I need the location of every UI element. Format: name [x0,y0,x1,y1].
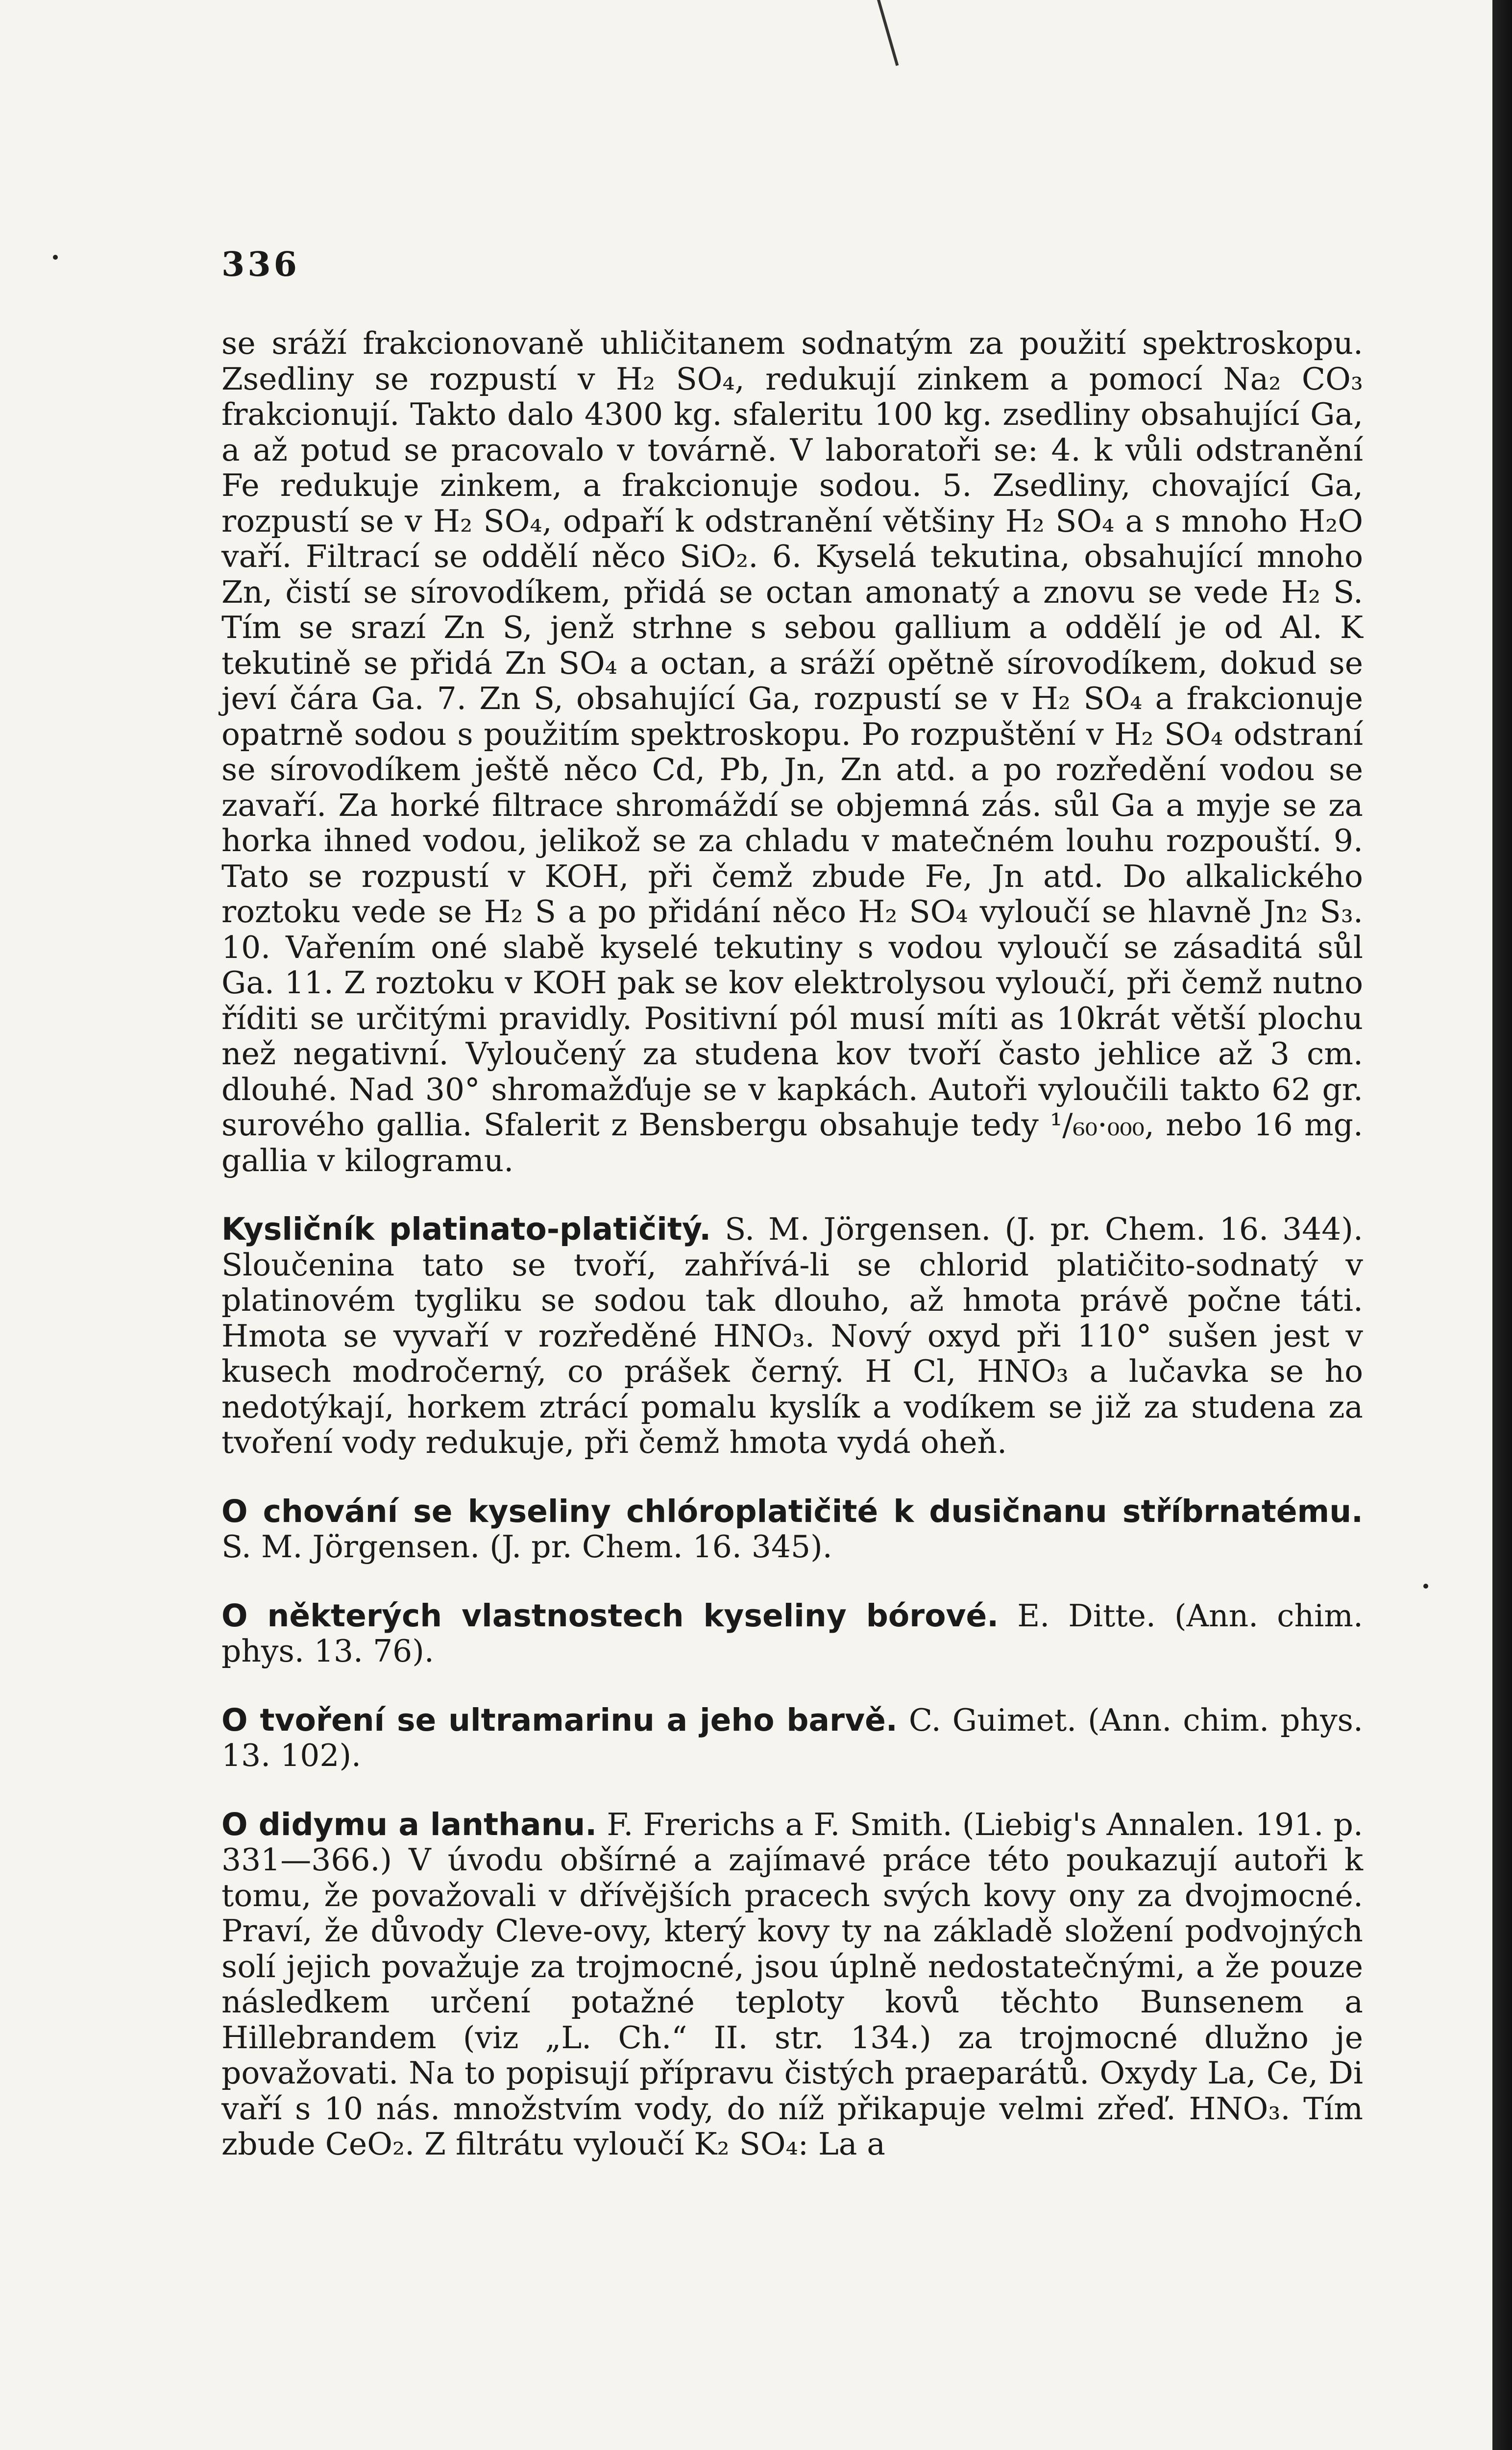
entry-heading: O tvoření se ultramarinu a jeho barvě. [221,1702,898,1738]
entry-text: S. M. Jörgensen. (J. pr. Chem. 16. 345). [221,1529,832,1565]
scan-edge [1492,0,1512,2450]
entry-text: F. Frerichs a F. Smith. (Liebig's Annalen. 191. p. 331—366.) V úvodu obšírné a zajímavé práce této poukazují autoři k tomu, že považovali v dřívějších pracech svých kovy ony za dvojmocné. Praví, že důvody Cleve-ovy, který kovy ty na základě složení podvojných solí jejich považuje za trojmocné, jsou úplně nedostatečnými, a že pouze následkem určení potažné teploty kovů těchto Bunsenem a Hillebrandem (viz „L. Ch.“ II. str. 134.) za trojmocné dlužno je považovati. Na to popisují přípravu čistých praeparátů. Oxydy La, Ce, Di vaří s 10 nás. množstvím vody, do níž přikapuje velmi zřeď. HNO₃. Tím zbude CeO₂. Z filtrátu vyloučí K₂ SO₄: La a [221,1806,1363,2162]
scan-speck [1423,1584,1428,1589]
entry-chloroplatinic-acid [221,1494,1363,1565]
entry-heading: O didymu a lanthanu. [221,1806,597,1842]
entry-text: C. Guimet. (Ann. chim. phys. 13. 102). [221,1702,1363,1773]
entry-text: S. M. Jörgensen. (J. pr. Chem. 16. 344). Sloučenina tato se tvoří, zahřívá-li se chlorid platičito-sodnatý v platinovém tygliku se sodou tak dlouho, až hmota právě počne táti. Hmota se vyvaří v rozředěné HNO₃. Nový oxyd při 110° sušen jest v kusech modročerný, co prášek černý. H Cl, HNO₃ a lučavka se ho nedotýkají, horkem ztrácí pomalu kyslík a vodíkem se již za studena za tvoření vody redukuje, při čemž hmota vydá oheň. [221,1211,1363,1460]
entry-boric-acid [221,1598,1363,1669]
paragraph-gallium: se sráží frakcionovaně uhličitanem sodnatým za použití spektroskopu. Zsedliny se rozpustí v H₂ SO₄, redukují zinkem a pomocí Na₂ CO₃ frakcionují. Takto dalo 4300 kg. sfaleritu 100 kg. zsedliny obsahující Ga, a až potud se pracovalo v továrně. V laboratoři se: 4. k vůli odstranění Fe redukuje zinkem, a frakcionuje sodou. 5. Zsedliny, chovající Ga, rozpustí se v H₂ SO₄, odpaří k odstranění většiny H₂ SO₄ a s mnoho H₂O vaří. Filtrací se oddělí něco SiO₂. 6. Kyselá tekutina, obsahující mnoho Zn, čistí se sírovodíkem, přidá se octan amonatý a znovu se vede H₂ S. Tím se srazí Zn S, jenž strhne s sebou gallium a oddělí je od Al. K tekutině se přidá Zn SO₄ a octan, a sráží opětně sírovodíkem, dokud se jeví čára Ga. 7. Zn S, obsahující Ga, rozpustí se v H₂ SO₄ a frakcionuje opatrně sodou s použitím spektroskopu. Po rozpuštění v H₂ SO₄ odstraní se sírovodíkem ještě něco Cd, Pb, Jn, Zn atd. a po rozředění vodou se zavaří. Za horké filtrace shromáždí se objemná zás. sůl Ga a myje se za horka ihned vodou, jelikož se za chladu v matečném louhu rozpouští. 9. Tato se rozpustí v KOH, při čemž zbude Fe, Jn atd. Do alkalického roztoku vede se H₂ S a po přidání něco H₂ SO₄ vyloučí se hlavně Jn₂ S₃. 10. Vařením oné slabě kyselé tekutiny s vodou vyloučí se zásaditá sůl Ga. 11. Z roztoku v KOH pak se kov elektrolysou vyloučí, při čemž nutno říditi se určitými pravidly. Positivní pól musí míti as 10krát větší plochu než negativní. Vyloučený za studena kov tvoří často jehlice až 3 cm. dlouhé. Nad 30° shromažďuje se v kapkách. Autoři vyloučili takto 62 gr. surového gallia. Sfalerit z Bensbergu obsahuje tedy ¹/₆₀·₀₀₀, nebo 16 mg. gallia v kilogramu. [221,325,1363,1178]
entry-heading: O chování se kyseliny chlóroplatičité k dusičnanu stříbrnatému. [221,1493,1363,1529]
entry-text: E. Ditte. (Ann. chim. phys. 13. 76). [221,1597,1364,1669]
page-number: 336 [221,245,300,284]
entry-platinum-oxide [221,1212,1363,1461]
scan-artifact-line [877,0,899,66]
scan-speck [53,255,58,260]
entry-didymium-lanthanum [221,1807,1363,2162]
page-body [221,326,1363,2162]
entry-heading: Kysličník platinato-platičitý. [221,1211,711,1247]
entry-ultramarine [221,1703,1363,1774]
entry-heading: O některých vlastnostech kyseliny bórové. [221,1597,999,1634]
